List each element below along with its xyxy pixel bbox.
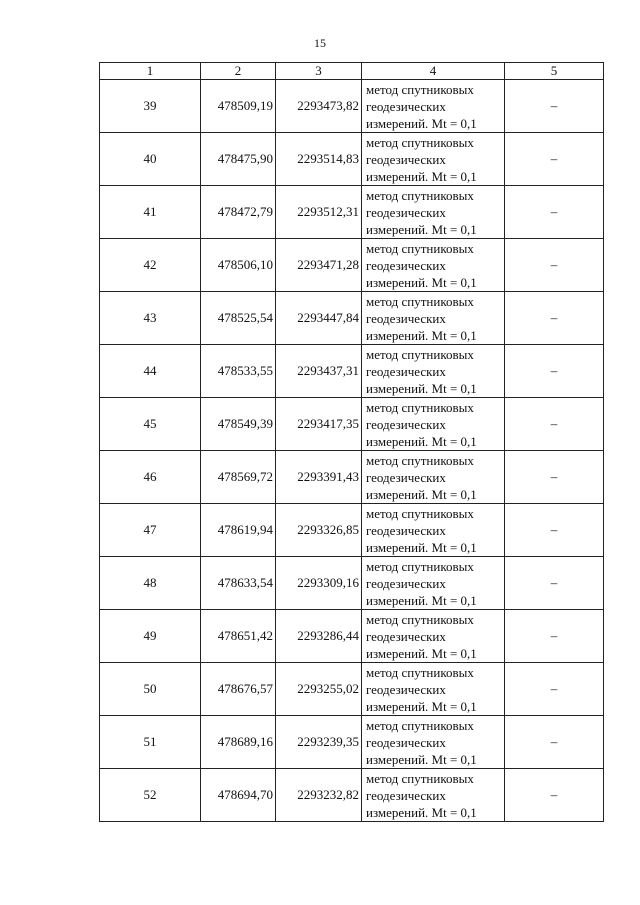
method-line: измерений. Mt = 0,1: [366, 486, 477, 502]
table-row: [100, 610, 604, 663]
table-row: [100, 239, 604, 292]
method-cell: [362, 610, 505, 663]
x-coordinate-cell: 478633,54: [201, 557, 276, 610]
y-coordinate-cell: 2293512,31: [276, 186, 362, 239]
note-cell: –: [505, 292, 604, 345]
y-coordinate-cell: 2293417,35: [276, 398, 362, 451]
method-line: геодезических: [366, 363, 446, 379]
table-row: [100, 133, 604, 186]
point-number-cell: 51: [100, 716, 201, 769]
method-line: измерений. Mt = 0,1: [366, 592, 477, 608]
method-cell: [362, 239, 505, 292]
method-cell: [362, 451, 505, 504]
y-coordinate-cell: 2293326,85: [276, 504, 362, 557]
method-line: геодезических: [366, 734, 446, 750]
method-line: метод спутниковых: [366, 293, 474, 309]
x-coordinate-cell: 478569,72: [201, 451, 276, 504]
column-header-2: 2: [201, 63, 276, 80]
method-line: геодезических: [366, 575, 446, 591]
note-cell: –: [505, 769, 604, 822]
method-line: геодезических: [366, 628, 446, 644]
note-cell: –: [505, 716, 604, 769]
x-coordinate-cell: 478689,16: [201, 716, 276, 769]
method-line: геодезических: [366, 522, 446, 538]
method-cell: [362, 716, 505, 769]
table-row: [100, 80, 604, 133]
x-coordinate-cell: 478549,39: [201, 398, 276, 451]
point-number-cell: 45: [100, 398, 201, 451]
y-coordinate-cell: 2293239,35: [276, 716, 362, 769]
page-number: 15: [314, 36, 326, 50]
y-coordinate-cell: 2293514,83: [276, 133, 362, 186]
x-coordinate-cell: 478651,42: [201, 610, 276, 663]
x-coordinate-cell: 478533,55: [201, 345, 276, 398]
method-line: метод спутниковых: [366, 187, 474, 203]
method-line: измерений. Mt = 0,1: [366, 645, 477, 661]
method-line: геодезических: [366, 310, 446, 326]
column-header-5: 5: [505, 63, 604, 80]
y-coordinate-cell: 2293473,82: [276, 80, 362, 133]
method-line: метод спутниковых: [366, 399, 474, 415]
method-line: метод спутниковых: [366, 240, 474, 256]
point-number-cell: 52: [100, 769, 201, 822]
method-line: метод спутниковых: [366, 611, 474, 627]
table-row: [100, 663, 604, 716]
method-line: метод спутниковых: [366, 134, 474, 150]
x-coordinate-cell: 478525,54: [201, 292, 276, 345]
y-coordinate-cell: 2293255,02: [276, 663, 362, 716]
point-number-cell: 43: [100, 292, 201, 345]
method-line: измерений. Mt = 0,1: [366, 433, 477, 449]
method-cell: [362, 345, 505, 398]
method-line: измерений. Mt = 0,1: [366, 539, 477, 555]
method-cell: [362, 292, 505, 345]
note-cell: –: [505, 133, 604, 186]
x-coordinate-cell: 478472,79: [201, 186, 276, 239]
method-line: метод спутниковых: [366, 81, 474, 97]
point-number-cell: 50: [100, 663, 201, 716]
method-line: метод спутниковых: [366, 505, 474, 521]
table-row: [100, 345, 604, 398]
note-cell: –: [505, 80, 604, 133]
method-cell: [362, 398, 505, 451]
point-number-cell: 49: [100, 610, 201, 663]
method-line: геодезических: [366, 98, 446, 114]
note-cell: –: [505, 186, 604, 239]
method-line: измерений. Mt = 0,1: [366, 804, 477, 820]
note-cell: –: [505, 663, 604, 716]
point-number-cell: 47: [100, 504, 201, 557]
method-line: метод спутниковых: [366, 717, 474, 733]
method-line: измерений. Mt = 0,1: [366, 327, 477, 343]
x-coordinate-cell: 478506,10: [201, 239, 276, 292]
method-line: метод спутниковых: [366, 452, 474, 468]
method-line: метод спутниковых: [366, 558, 474, 574]
coordinates-table: [99, 62, 604, 822]
method-line: метод спутниковых: [366, 770, 474, 786]
method-cell: [362, 504, 505, 557]
method-line: измерений. Mt = 0,1: [366, 274, 477, 290]
x-coordinate-cell: 478509,19: [201, 80, 276, 133]
method-line: измерений. Mt = 0,1: [366, 751, 477, 767]
method-line: измерений. Mt = 0,1: [366, 115, 477, 131]
column-header-1: 1: [100, 63, 201, 80]
x-coordinate-cell: 478475,90: [201, 133, 276, 186]
x-coordinate-cell: 478676,57: [201, 663, 276, 716]
table-row: [100, 504, 604, 557]
table-row: [100, 451, 604, 504]
method-line: геодезических: [366, 681, 446, 697]
table-row: [100, 292, 604, 345]
y-coordinate-cell: 2293391,43: [276, 451, 362, 504]
table-body: [100, 80, 604, 822]
table-row: [100, 557, 604, 610]
y-coordinate-cell: 2293437,31: [276, 345, 362, 398]
method-line: геодезических: [366, 257, 446, 273]
method-line: геодезических: [366, 416, 446, 432]
table-row: [100, 716, 604, 769]
point-number-cell: 44: [100, 345, 201, 398]
note-cell: –: [505, 239, 604, 292]
method-cell: [362, 557, 505, 610]
y-coordinate-cell: 2293286,44: [276, 610, 362, 663]
method-line: геодезических: [366, 151, 446, 167]
table-row: [100, 186, 604, 239]
y-coordinate-cell: 2293471,28: [276, 239, 362, 292]
method-cell: [362, 133, 505, 186]
method-cell: [362, 769, 505, 822]
method-line: геодезических: [366, 787, 446, 803]
method-line: измерений. Mt = 0,1: [366, 168, 477, 184]
method-cell: [362, 80, 505, 133]
note-cell: –: [505, 451, 604, 504]
column-header-3: 3: [276, 63, 362, 80]
method-cell: [362, 663, 505, 716]
point-number-cell: 40: [100, 133, 201, 186]
method-line: измерений. Mt = 0,1: [366, 698, 477, 714]
x-coordinate-cell: 478694,70: [201, 769, 276, 822]
note-cell: –: [505, 345, 604, 398]
point-number-cell: 46: [100, 451, 201, 504]
note-cell: –: [505, 398, 604, 451]
note-cell: –: [505, 610, 604, 663]
table-header-row: [100, 63, 604, 80]
method-line: метод спутниковых: [366, 346, 474, 362]
x-coordinate-cell: 478619,94: [201, 504, 276, 557]
table-row: [100, 398, 604, 451]
y-coordinate-cell: 2293309,16: [276, 557, 362, 610]
method-line: метод спутниковых: [366, 664, 474, 680]
table-row: [100, 769, 604, 822]
column-header-4: 4: [362, 63, 505, 80]
point-number-cell: 48: [100, 557, 201, 610]
point-number-cell: 39: [100, 80, 201, 133]
y-coordinate-cell: 2293232,82: [276, 769, 362, 822]
method-line: измерений. Mt = 0,1: [366, 221, 477, 237]
method-line: измерений. Mt = 0,1: [366, 380, 477, 396]
note-cell: –: [505, 557, 604, 610]
point-number-cell: 41: [100, 186, 201, 239]
y-coordinate-cell: 2293447,84: [276, 292, 362, 345]
note-cell: –: [505, 504, 604, 557]
point-number-cell: 42: [100, 239, 201, 292]
method-line: геодезических: [366, 204, 446, 220]
method-cell: [362, 186, 505, 239]
method-line: геодезических: [366, 469, 446, 485]
